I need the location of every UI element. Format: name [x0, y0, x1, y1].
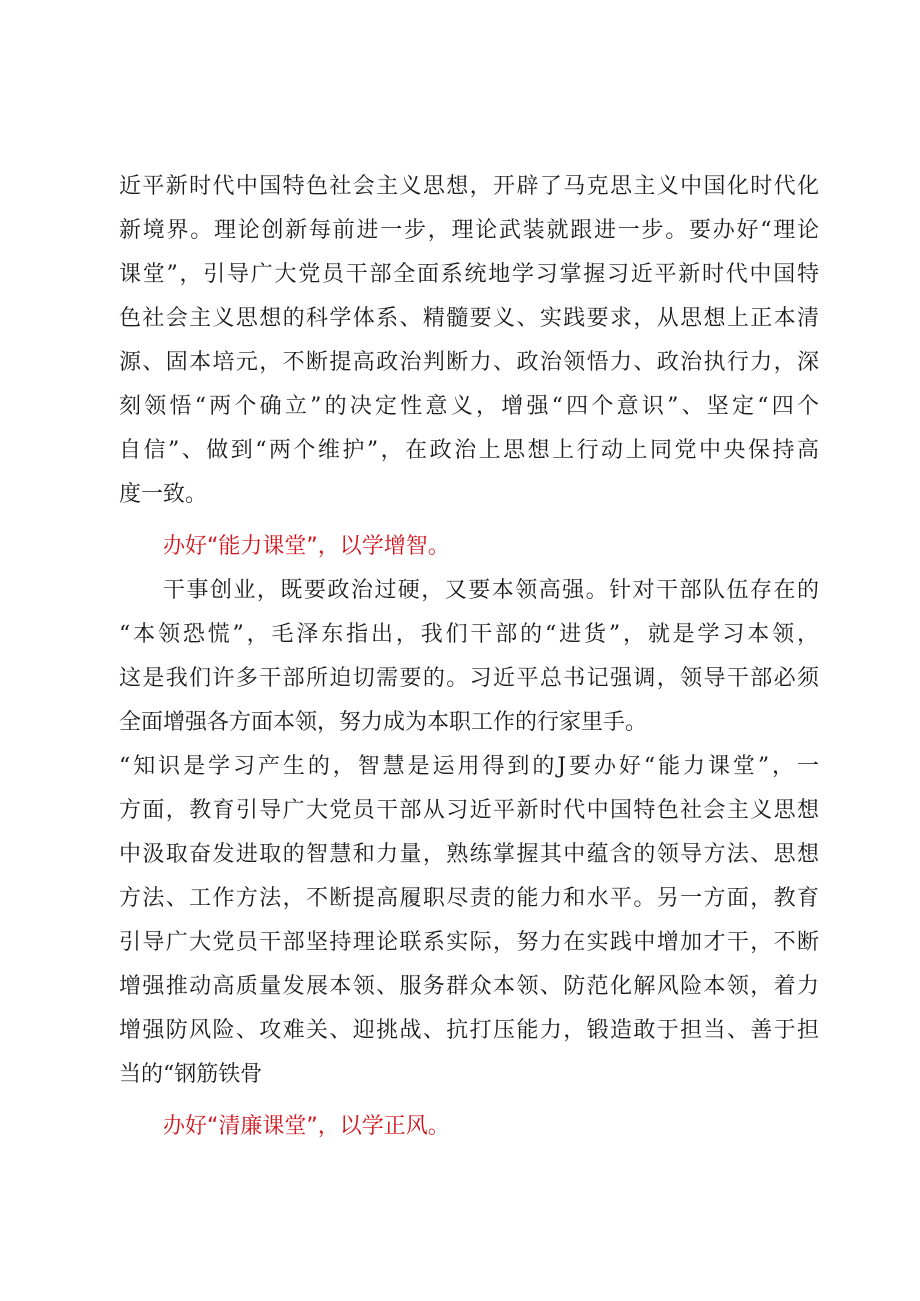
- paragraph-2-line-4: 全面增强各方面本领，努力成为本职工作的行家里手。: [119, 710, 648, 735]
- paragraph-1-line-2: 新境界。理论创新每前进一步，理论武装就跟进一步。要办好“理论: [119, 218, 819, 243]
- paragraph-3-line-5: 引导广大党员干部坚持理论联系实际，努力在实践中增加才干，不断: [119, 930, 819, 955]
- paragraph-1-line-5: 源、固本培元，不断提高政治判断力、政治领悟力、政治执行力，深: [119, 350, 819, 375]
- paragraph-3-line-1: “知识是学习产生的，智慧是运用得到的J要办好“能力课堂”，一: [119, 754, 819, 779]
- paragraph-3-line-4: 方法、工作方法，不断提高履职尽责的能力和水平。另一方面，教育: [119, 886, 819, 911]
- paragraph-2-line-2: “本领恐慌”，毛泽东指出，我们干部的“进货”，就是学习本领，: [119, 622, 819, 647]
- paragraph-3-line-2: 方面，教育引导广大党员干部从习近平新时代中国特色社会主义思想: [119, 798, 819, 823]
- paragraph-2-line-1: 干事创业，既要政治过硬，又要本领高强。针对干部队伍存在的: [163, 578, 819, 603]
- paragraph-1-line-1: 近平新时代中国特色社会主义思想，开辟了马克思主义中国化时代化: [119, 174, 819, 199]
- paragraph-2-line-3: 这是我们许多干部所迫切需要的。习近平总书记强调，领导干部必须: [119, 666, 819, 691]
- paragraph-1-line-6: 刻领悟“两个确立”的决定性意义，增强“四个意识”、坚定“四个: [119, 394, 819, 419]
- paragraph-1-line-8: 度一致。: [119, 482, 208, 507]
- paragraph-3-line-6: 增强推动高质量发展本领、服务群众本领、防范化解风险本领，着力: [119, 974, 819, 999]
- paragraph-1-line-4: 色社会主义思想的科学体系、精髓要义、实践要求，从思想上正本清: [119, 306, 819, 331]
- paragraph-1-line-7: 自信”、做到“两个维护”，在政治上思想上行动上同党中央保持高: [119, 438, 819, 463]
- section-heading-integrity: 办好“清廉课堂”，以学正风。: [163, 1114, 450, 1139]
- section-heading-ability: 办好“能力课堂”，以学增智。: [163, 534, 450, 559]
- paragraph-3-line-8: 当的“钢筋铁骨: [119, 1062, 263, 1087]
- paragraph-3-line-3: 中汲取奋发进取的智慧和力量，熟练掌握其中蕴含的领导方法、思想: [119, 842, 819, 867]
- paragraph-3-line-7: 增强防风险、攻难关、迎挑战、抗打压能力，锻造敢于担当、善于担: [119, 1018, 819, 1043]
- paragraph-1-line-3: 课堂”，引导广大党员干部全面系统地学习掌握习近平新时代中国特: [119, 262, 819, 287]
